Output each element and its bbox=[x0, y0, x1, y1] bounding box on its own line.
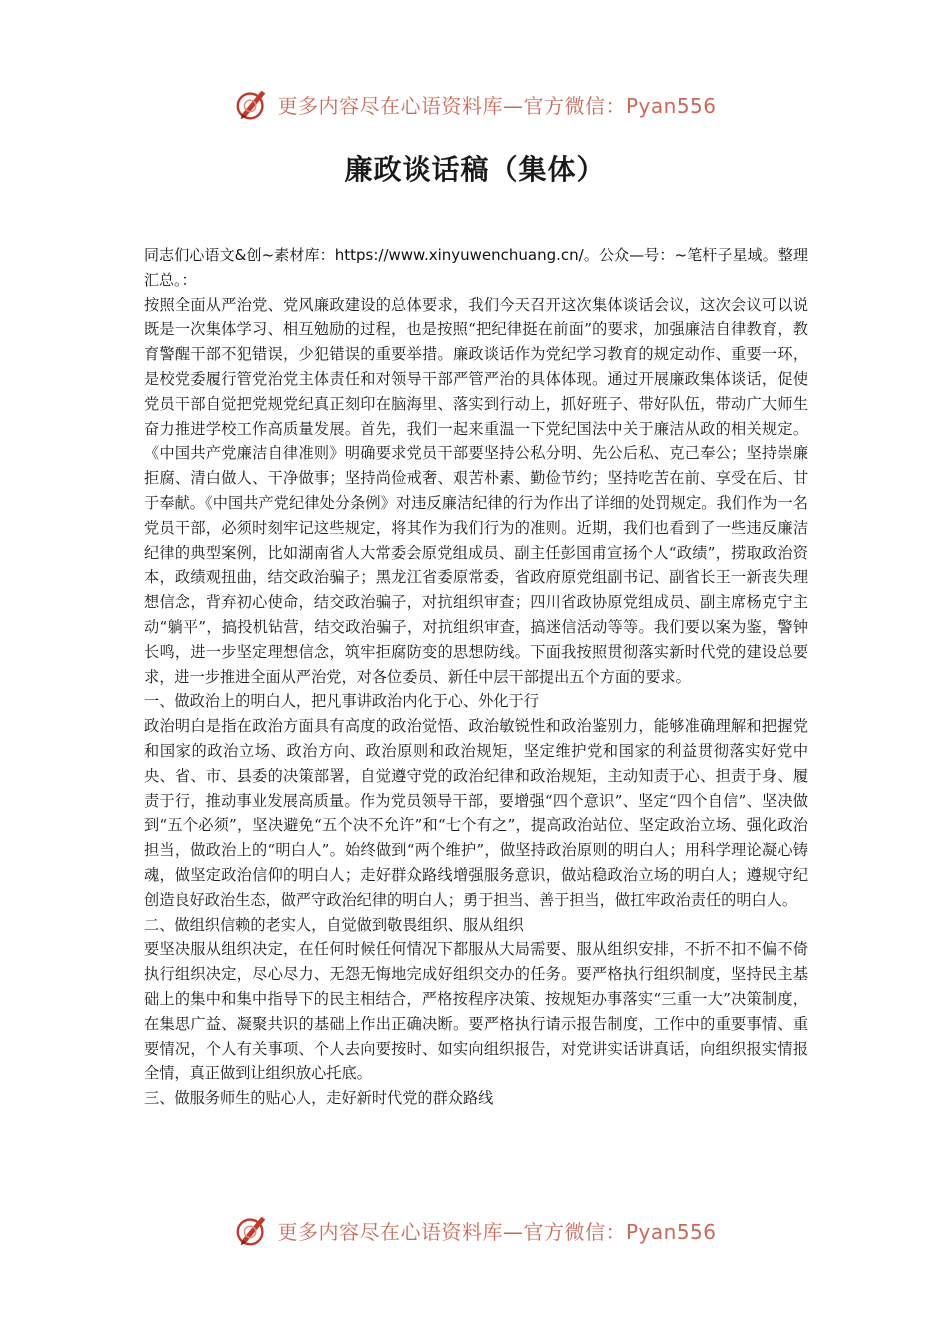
wechat-id: Pyan556 bbox=[625, 1219, 717, 1244]
banner-text bbox=[277, 90, 716, 119]
banner-text bbox=[277, 1216, 716, 1245]
document-title: 廉政谈话稿（集体） bbox=[344, 153, 606, 186]
section-heading-1: 一、做政治上的明白人，把凡事讲政治内化于心、外化于行 bbox=[144, 692, 539, 711]
paragraph-section-1: 政治明白是指在政治方面具有高度的政治觉悟、政治敏锐性和政治鉴别力，能够准确理解和把握党和国家的政治立场、政治方向、政治原则和政治规矩，坚定维护党和国家的利益贯彻落实好党中央、省、市、县委的决策部署，自觉遵守党的政治纪律和政治规矩，主动知责于心、担责于身、履责于行，推动事业发展高质量。作为党员领导干部，要增强“四个意识”、坚定“四个自信”、坚决做到“五个必须”，坚决避免“五个决不允许”和“七个有之”，提高政治站位、坚定政治立场、强化政治担当，做政治上的“明白人”。始终做到“两个维护”，做坚持政治原则的明白人；用科学理论凝心铸魂，做坚定政治信仰的明白人；走好群众路线增强服务意识，做站稳政治立场的明白人；遵规守纪创造良好政治生态，做严守政治纪律的明白人；勇于担当、善于担当，做扛牢政治责任的明白人。 bbox=[144, 717, 808, 909]
section-heading-2: 二、做组织信赖的老实人，自觉做到敬畏组织、服从组织 bbox=[144, 915, 524, 934]
banner-label: 更多内容尽在心语资料库—官方微信： bbox=[277, 93, 626, 118]
bottom-banner bbox=[0, 1208, 950, 1252]
paragraph-section-2: 要坚决服从组织决定，在任何时候任何情况下都服从大局需要、服从组织安排，不折不扣不偏不倚执行组织决定，尽心尽力、无怨无悔地完成好组织交办的任务。要严格执行组织制度，坚持民主基础上的集中和集中指导下的民主相结合，严格按程序决策、按规矩办事落实“三重一大”决策制度，在集思广益、凝聚共识的基础上作出正确决断。要严格执行请示报告制度，工作中的重要事情、重要情况，个人有关事项、个人去向要按时、如实向组织报告，对党讲实话讲真话，向组织报实情报全情，真正做到让组织放心托底。 bbox=[144, 940, 808, 1083]
top-banner bbox=[0, 82, 950, 126]
document-body bbox=[144, 243, 808, 1111]
banner-label: 更多内容尽在心语资料库—官方微信： bbox=[277, 1219, 626, 1244]
section-heading-3: 三、做服务师生的贴心人，走好新时代党的群众路线 bbox=[144, 1089, 494, 1108]
pen-logo-icon bbox=[233, 85, 271, 123]
paragraph-opening: 按照全面从严治党、党风廉政建设的总体要求，我们今天召开这次集体谈话会议，这次会议可以说既是一次集体学习、相互勉励的过程，也是按照“把纪律挺在前面”的要求，加强廉洁自律教育，教育警醒干部不犯错误，少犯错误的重要举措。廉政谈话作为党纪学习教育的规定动作、重要一环，是校党委履行管党治党主体责任和对领导干部严管严治的具体体现。通过开展廉政集体谈话，促使党员干部自觉把党规党纪真正刻印在脑海里、落实到行动上，抓好班子、带好队伍，带动广大师生奋力推进学校工作高质量发展。首先，我们一起来重温一下党纪国法中关于廉洁从政的相关规定。《中国共产党廉洁自律准则》明确要求党员干部要坚持公私分明、先公后私、克己奉公；坚持崇廉拒腐、清白做人、干净做事；坚持尚俭戒奢、艰苦朴素、勤俭节约；坚持吃苦在前、享受在后、甘于奉献。《中国共产党纪律处分条例》对违反廉洁纪律的行为作出了详细的处罚规定。我们作为一名党员干部，必须时刻牢记这些规定，将其作为我们行为的准则。近期，我们也看到了一些违反廉洁纪律的典型案例，比如湖南省人大常委会原党组成员、副主任彭国甫宣扬个人“政绩”，捞取政治资本，政绩观扭曲，结交政治骗子；黑龙江省委原常委，省政府原党组副书记、副省长王一新丧失理想信念，背弃初心使命，结交政治骗子，对抗组织审查；四川省政协原党组成员、副主席杨克宁主动“躺平”，搞投机钻营，结交政治骗子，对抗组织审查，搞迷信活动等等。我们要以案为鉴，警钟长鸣，进一步坚定理想信念，筑牢拒腐防变的思想防线。下面我按照贯彻落实新时代党的建设总要求，进一步推进全面从严治党，对各位委员、新任中层干部提出五个方面的要求。 bbox=[144, 295, 808, 686]
intro-line: 同志们心语文&创~素材库：https://www.xinyuwenchuang.cn/。公众—号：~笔杆子星域。整理汇总。： bbox=[144, 246, 808, 289]
wechat-id: Pyan556 bbox=[625, 93, 717, 118]
pen-logo-icon bbox=[233, 1211, 271, 1249]
